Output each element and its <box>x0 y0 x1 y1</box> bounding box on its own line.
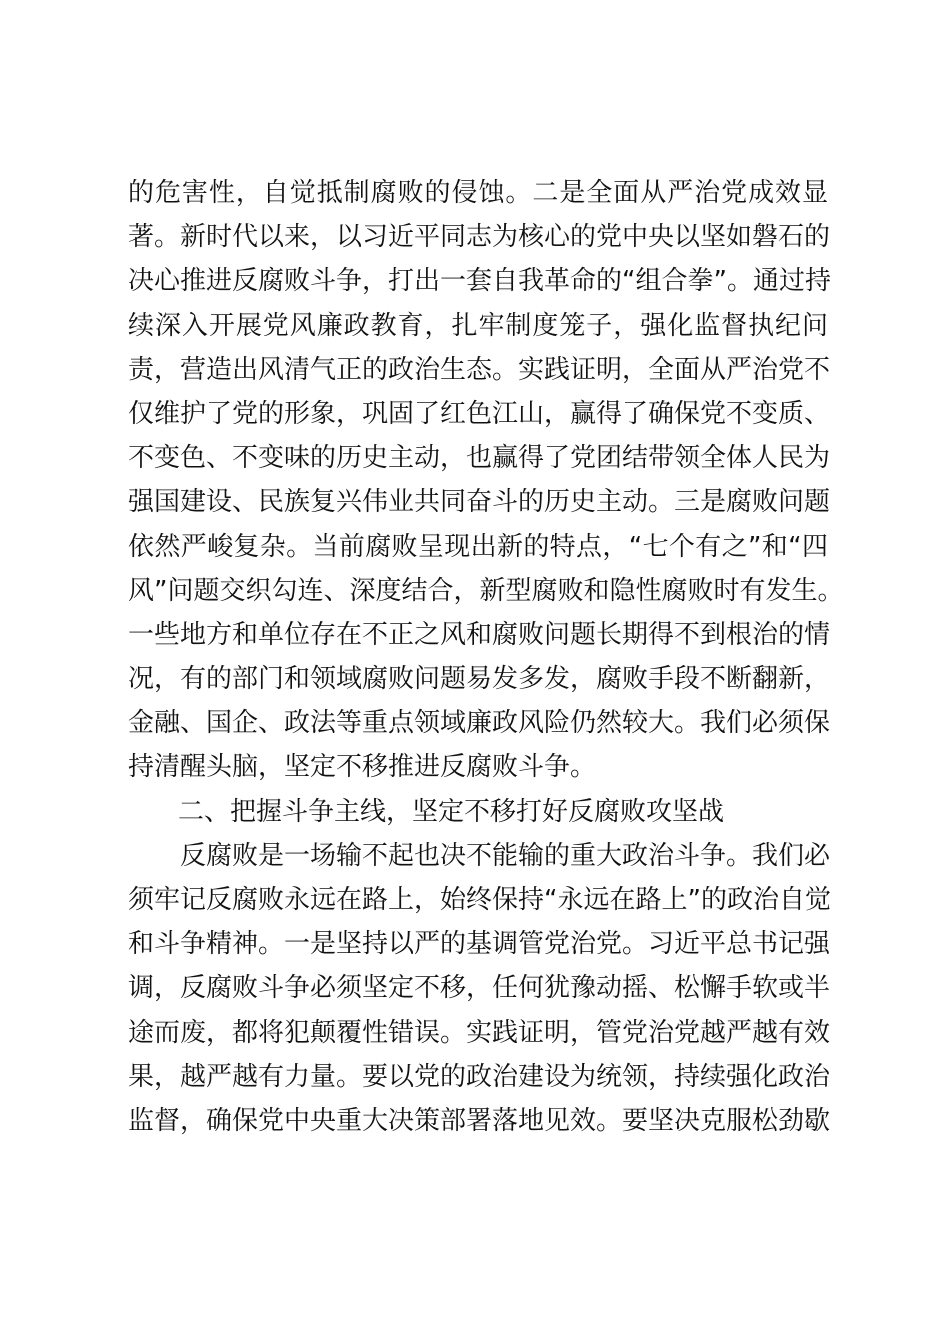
text-line: 责，营造出风清气正的政治生态。实践证明，全面从严治党不 <box>128 354 831 385</box>
text-line: 须牢记反腐败永远在路上，始终保持“永远在路上”的政治自觉 <box>128 885 831 915</box>
text-line: 续深入开展党风廉政教育，扎牢制度笼子，强化监督执纪问 <box>128 310 828 341</box>
text-line: 监督，确保党中央重大决策部署落地见效。要坚决克服松劲歇 <box>128 1105 831 1136</box>
text-line: 仅维护了党的形象，巩固了红色江山，赢得了确保党不变质、 <box>128 398 831 429</box>
text-line: 和斗争精神。一是坚持以严的基调管党治党。习近平总书记强 <box>128 929 831 960</box>
text-line: 金融、国企、政法等重点领域廉政风险仍然较大。我们必须保 <box>128 708 831 739</box>
text-line: 调，反腐败斗争必须坚定不移，任何犹豫动摇、松懈手软或半 <box>128 973 831 1004</box>
text-line: 风”问题交织勾连、深度结合，新型腐败和隐性腐败时有发生。 <box>128 575 844 606</box>
text-line: 一些地方和单位存在不正之风和腐败问题长期得不到根治的情 <box>128 619 831 650</box>
text-line: 途而废，都将犯颠覆性错误。实践证明，管党治党越严越有效 <box>128 1017 831 1048</box>
text-line: 况，有的部门和领域腐败问题易发多发，腐败手段不断翻新， <box>128 664 831 695</box>
text-line: 的危害性，自觉抵制腐败的侵蚀。二是全面从严治党成效显 <box>128 178 828 208</box>
text-line: 著。新时代以来，以习近平同志为核心的党中央以坚如磐石的 <box>128 222 831 253</box>
section-heading: 二、把握斗争主线，坚定不移打好反腐败攻坚战 <box>178 796 725 827</box>
text-line: 依然严峻复杂。当前腐败呈现出新的特点，“七个有之”和“四 <box>128 531 828 562</box>
text-line: 持清醒头脑，坚定不移推进反腐败斗争。 <box>128 752 597 783</box>
text-line: 不变色、不变味的历史主动，也赢得了党团结带领全体人民为 <box>128 443 831 474</box>
text-line: 强国建设、民族复兴伟业共同奋斗的历史主动。三是腐败问题 <box>128 487 831 518</box>
text-line: 果，越严越有力量。要以党的政治建设为统领，持续强化政治 <box>128 1061 831 1092</box>
paragraph-first-line: 反腐败是一场输不起也决不能输的重大政治斗争。我们必 <box>180 840 831 871</box>
text-line: 决心推进反腐败斗争，打出一套自我革命的“组合拳”。通过持 <box>128 266 831 297</box>
body-text <box>128 171 844 1143</box>
